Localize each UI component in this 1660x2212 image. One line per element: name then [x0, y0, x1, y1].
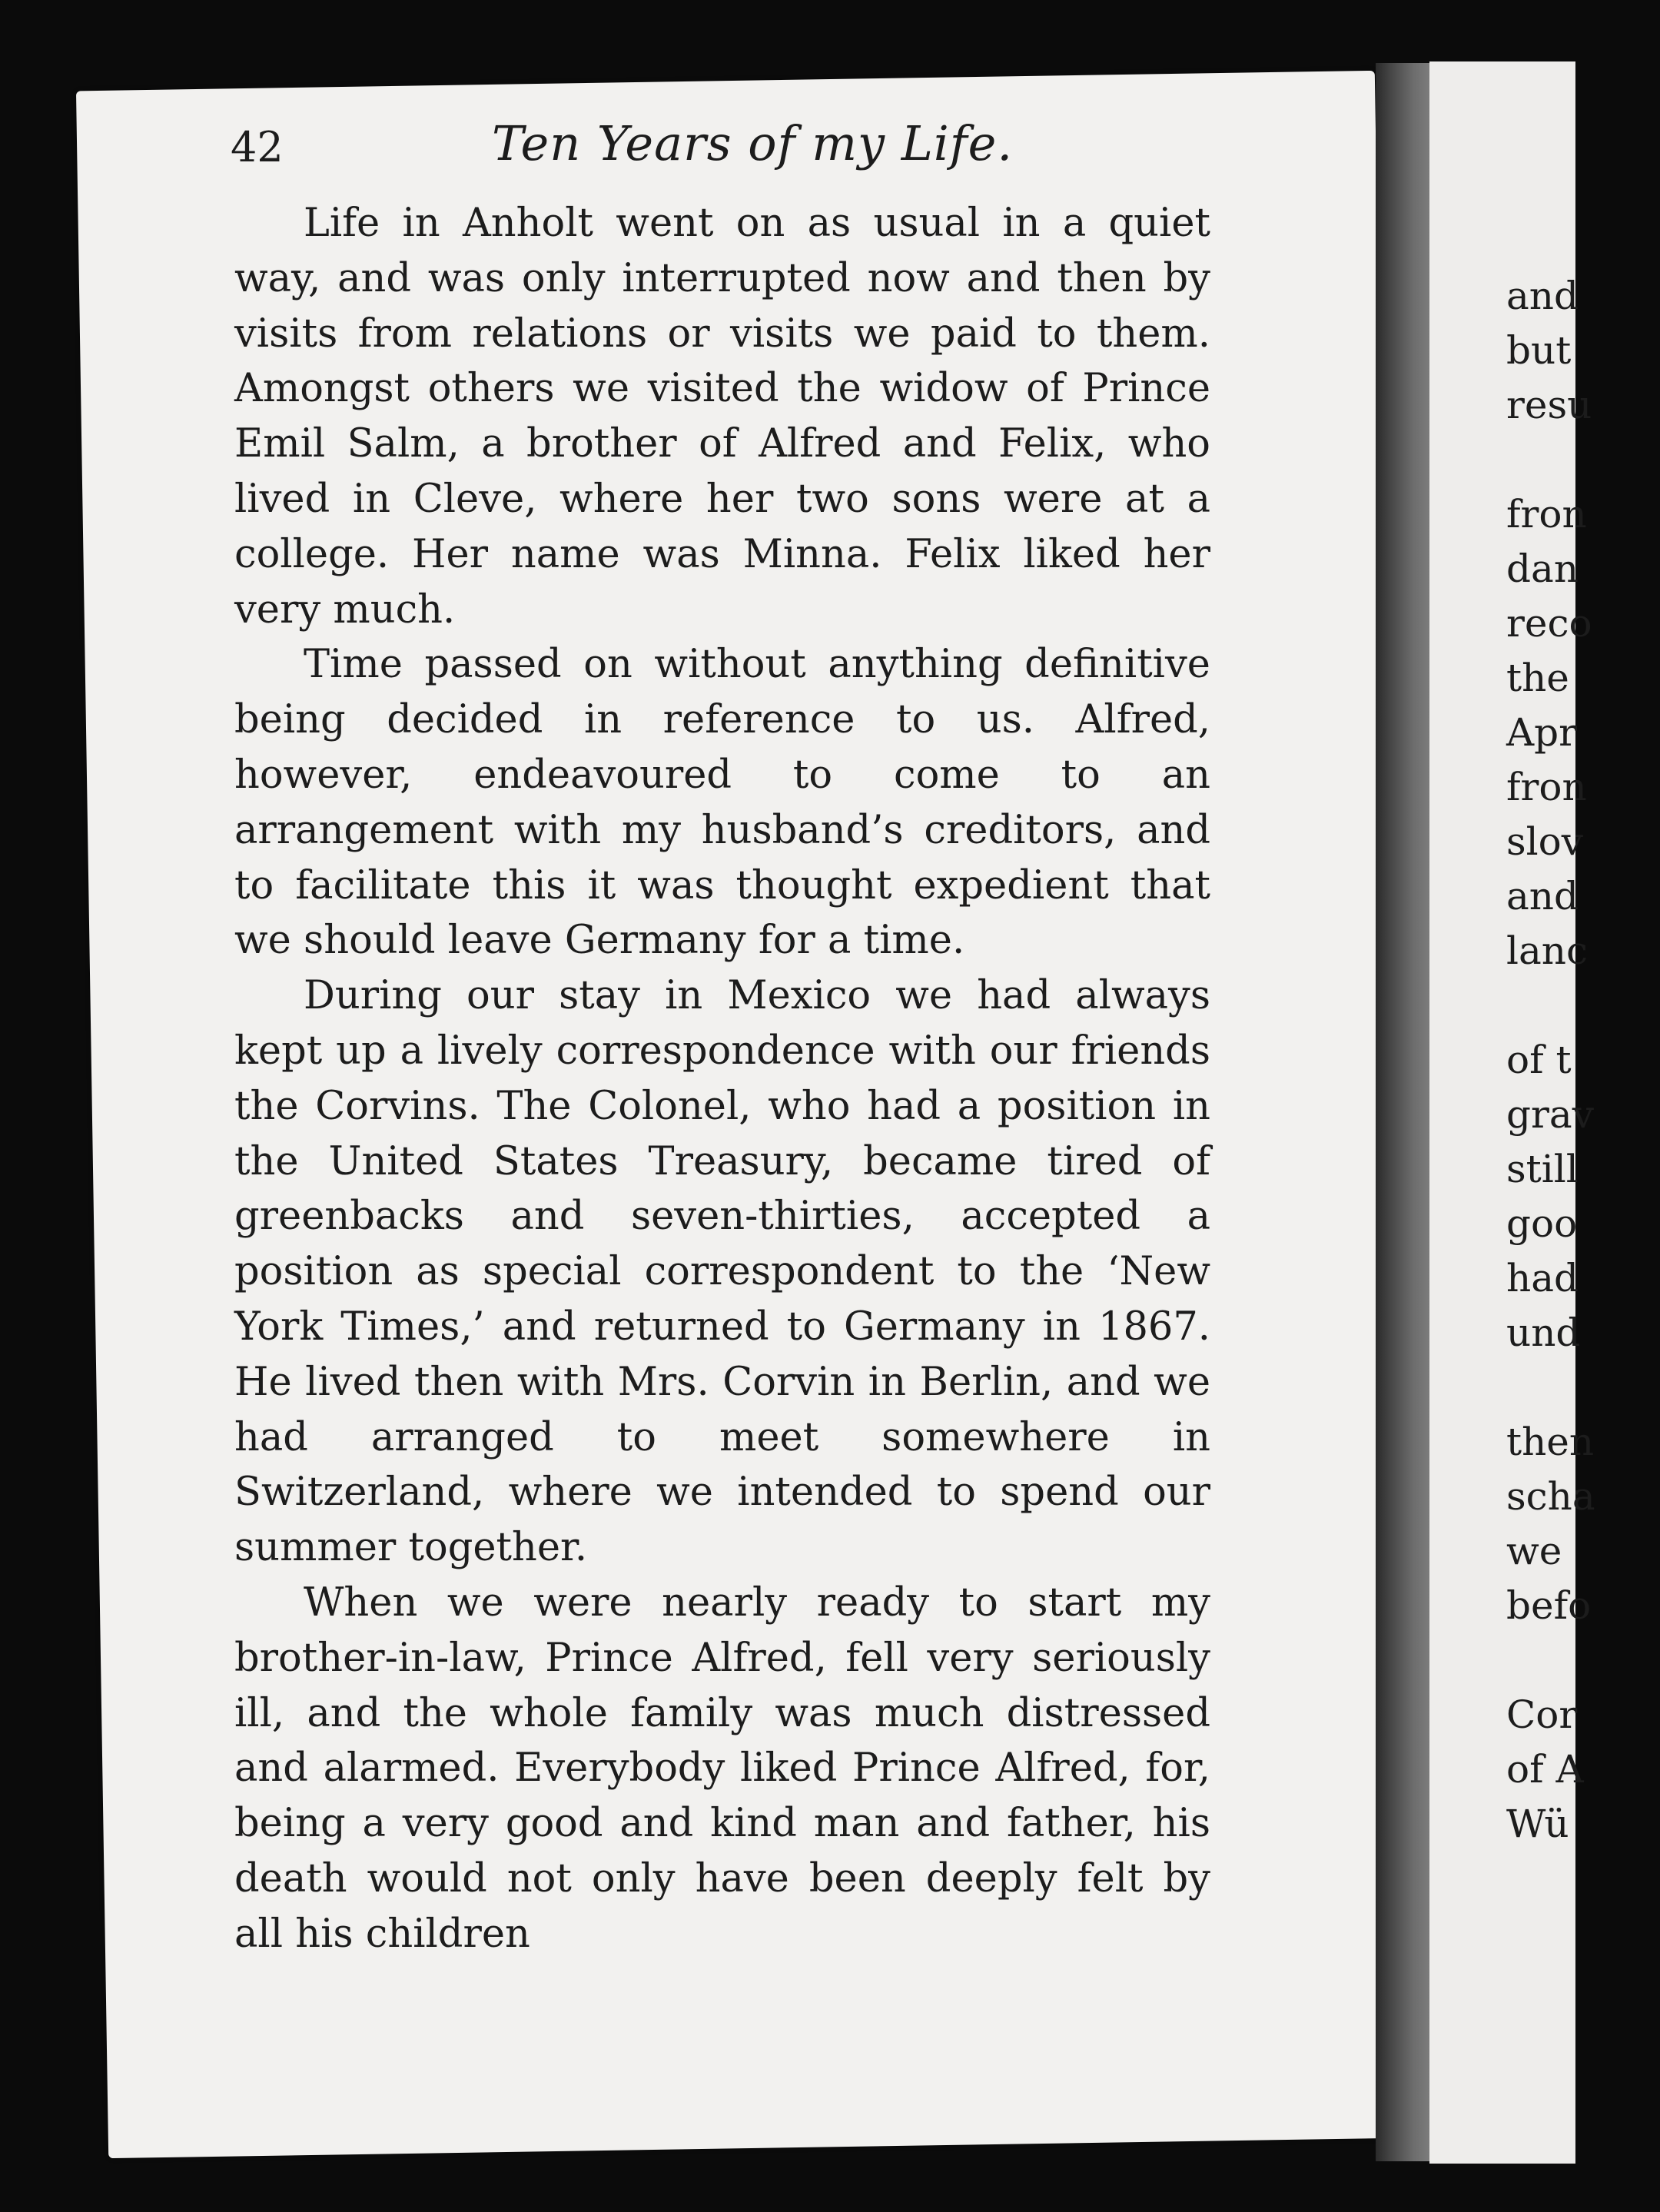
- facing-line: fron: [1506, 765, 1587, 809]
- paragraph: Time passed on without anything definitive being decided in reference to us. Alfred, however, endeavoured to come to an arrangement with my husband’s creditors, and to facilitate this it was thought expedient that we should leave Germany for a time.: [234, 642, 1210, 964]
- facing-line: we: [1506, 1529, 1562, 1573]
- facing-line: and: [1506, 274, 1579, 318]
- page-number: 42: [231, 123, 284, 171]
- paragraph: During our stay in Mexico we had always kept up a lively correspondence with our friends the Corvins. The Colonel, who had a position in the United States Treasury, became tired of greenbacks and seven-thirties, accepted a position as special correspondent to the ‘New York Times,’ and returned to Germany in 1867. He lived then with Mrs. Corvin in Berlin, and we had arranged to meet somewhere in Switzerland, where we intended to spend our summer together.: [234, 973, 1210, 1571]
- facing-line: slov: [1506, 819, 1583, 864]
- facing-line: [1506, 433, 1660, 487]
- facing-line: resu: [1506, 383, 1592, 427]
- facing-line: dan: [1506, 546, 1579, 591]
- facing-line: grav: [1506, 1092, 1594, 1137]
- facing-line: goo: [1506, 1201, 1578, 1246]
- facing-line: Wü: [1506, 1802, 1569, 1846]
- body-text: [234, 196, 1210, 1962]
- facing-line: still: [1506, 1147, 1579, 1191]
- facing-line: Cor: [1506, 1692, 1578, 1737]
- facing-line: the: [1506, 656, 1569, 700]
- facing-line: but: [1506, 328, 1572, 373]
- facing-line: [1506, 978, 1660, 1033]
- facing-line: fron: [1506, 492, 1587, 536]
- running-title: Ten Years of my Life.: [492, 115, 1014, 171]
- facing-line: reco: [1506, 601, 1592, 646]
- facing-line: then: [1506, 1420, 1595, 1464]
- facing-line: and: [1506, 874, 1579, 918]
- facing-line: of A: [1506, 1747, 1584, 1792]
- facing-line: scha: [1506, 1474, 1595, 1519]
- facing-line: befo: [1506, 1583, 1592, 1628]
- facing-line: [1506, 1360, 1660, 1415]
- paragraph: When we were nearly ready to start my brother-in-law, Prince Alfred, fell very seriously ill, and the whole family was much distressed and alarmed. Everybody liked Prince Alfred, for, being a very good and kind man and father, his death would not only have been deeply felt by all his children: [234, 1579, 1210, 1957]
- facing-page-text: [1506, 269, 1660, 1852]
- page-header: [231, 115, 1153, 184]
- facing-line: lanc: [1506, 928, 1589, 973]
- facing-line: had: [1506, 1256, 1579, 1300]
- paragraph: Life in Anholt went on as usual in a quiet way, and was only interrupted now and then by visits from relations or visits we paid to them. Amongst others we visited the widow of Prince Emil Salm, a brother of Alfred and Felix, who lived in Cleve, where her two sons were at a college. Her name was Minna. Felix liked her very much.: [234, 201, 1210, 633]
- facing-line: und: [1506, 1310, 1581, 1355]
- facing-line: of t: [1506, 1038, 1572, 1082]
- right-page: [1429, 61, 1595, 2164]
- facing-line: [1506, 1633, 1660, 1688]
- facing-line: Apr: [1506, 710, 1578, 755]
